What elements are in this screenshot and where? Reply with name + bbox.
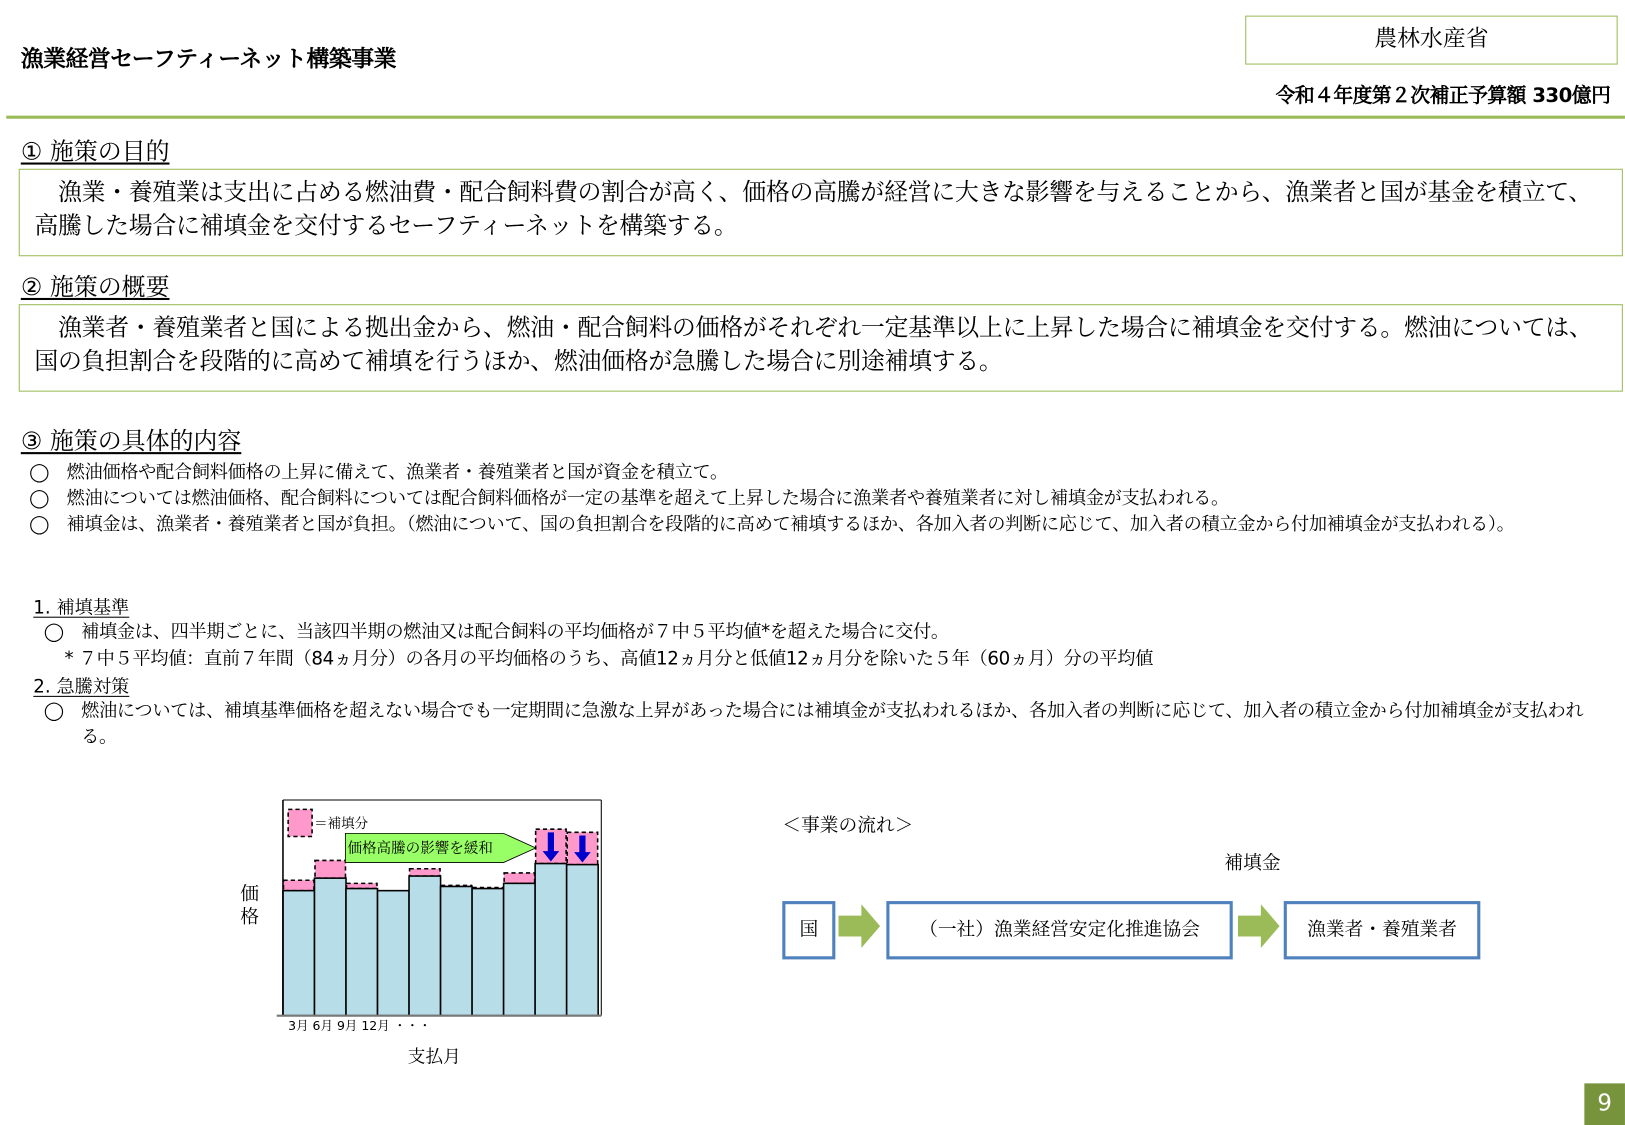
- chart-x-ticks: 3月 6月 9月 12月 ・・・: [288, 1018, 432, 1034]
- details-bullet: [29, 460, 1610, 486]
- bullet-mark: ◯: [43, 621, 64, 643]
- flow-arrow-icon: [838, 902, 882, 950]
- callout-label: 価格高騰の影響を緩和: [347, 840, 494, 858]
- price-bar: [409, 876, 441, 1016]
- price-bar: [346, 889, 378, 1016]
- details-bullet-list: [29, 460, 1610, 538]
- price-bar: [535, 864, 567, 1016]
- flow-money-label: 補填金: [1224, 852, 1281, 874]
- ministry-label: 農林水産省: [1245, 16, 1617, 65]
- legend-label: ＝補填分: [314, 816, 369, 833]
- compensation-bar: [283, 880, 313, 890]
- section-overview-text: 漁業者・養殖業者と国による拠出金から、燃油・配合飼料の価格がそれぞれ一定基準以上に上昇した場合に補填金を交付する。燃油については、国の負担割合を段階的に高めて補填を行うほか、燃油価格が急騰した場合に別途補填する。: [19, 304, 1623, 392]
- chart-x-label: 支払月: [407, 1046, 461, 1068]
- flow-node-association: （一社）漁業経営安定化推進協会: [886, 901, 1232, 959]
- bullet-mark: ◯: [29, 462, 50, 484]
- sub1-note: * ７中５平均値：直前７年間（84ヵ月分）の各月の平均価格のうち、高値12ヵ月分と低値12ヵ月分を除いた５年（60ヵ月）分の平均値: [64, 648, 1154, 670]
- price-bar: [314, 878, 346, 1016]
- section-purpose-heading: ① 施策の目的: [20, 138, 170, 166]
- sub2-bullet: [44, 699, 1604, 751]
- flow-node-country: 国: [782, 901, 835, 959]
- flow-node-fishers: 漁業者・養殖業者: [1284, 901, 1481, 959]
- price-bar: [283, 891, 315, 1016]
- compensation-bar: [410, 869, 440, 876]
- section-purpose-text: 漁業・養殖業は支出に占める燃油費・配合飼料費の割合が高く、価格の高騰が経営に大きな影響を与えることから、漁業者と国が基金を積立て、高騰した場合に補填金を交付するセーフティーネットを構築する。: [19, 169, 1623, 257]
- sub1-bullet-text: 補填金は、四半期ごとに、当該四半期の燃油又は配合飼料の平均価格が７中５平均値*を超えた場合に交付。: [81, 621, 949, 643]
- details-bullet: [29, 486, 1610, 512]
- price-bar: [472, 889, 504, 1016]
- price-bar: [378, 891, 410, 1016]
- compensation-bar: [504, 873, 534, 883]
- compensation-chart: [273, 792, 616, 1026]
- bullet-text: 補填金は、漁業者・養殖業者と国が負担。（燃油について、国の負担割合を段階的に高めて補填するほか、各加入者の判断に応じて、加入者の積立金から付加補填金が支払われる）。: [66, 514, 1515, 536]
- sub2-bullet-text: 燃油については、補填基準価格を超えない場合でも一定期間に急激な上昇があった場合には補填金が支払われるほか、各加入者の判断に応じて、加入者の積立金から付加補填金が支払われる。: [81, 701, 1584, 748]
- flow-title: ＜事業の流れ＞: [782, 814, 914, 837]
- bullet-text: 燃油については燃油価格、配合飼料については配合飼料価格が一定の基準を超えて上昇した場合に漁業者や養殖業者に対し補填金が支払われる。: [66, 488, 1229, 510]
- price-bar: [504, 883, 536, 1015]
- bullet-text: 燃油価格や配合飼料価格の上昇に備えて、漁業者・養殖業者と国が資金を積立て。: [66, 462, 728, 484]
- compensation-bar: [315, 860, 345, 878]
- bullet-mark: ◯: [29, 514, 50, 536]
- legend-swatch: [288, 809, 312, 836]
- sub2-heading: 2. 急騰対策: [33, 677, 130, 698]
- sub1-bullet: [44, 620, 949, 646]
- flow-arrow-icon: [1238, 902, 1282, 950]
- sub1-heading: 1. 補填基準: [33, 597, 130, 619]
- chart-y-label: 価格: [240, 883, 260, 929]
- section-overview-heading: ② 施策の概要: [20, 273, 170, 302]
- details-bullet: [29, 513, 1610, 539]
- section-details-heading: ③ 施策の具体的内容: [20, 428, 242, 456]
- bullet-mark: ◯: [29, 488, 50, 510]
- price-bar: [567, 865, 599, 1016]
- header-divider: [6, 116, 1625, 119]
- page-title: 漁業経営セーフティーネット構築事業: [20, 46, 397, 73]
- budget-amount: 令和４年度第２次補正予算額 330億円: [1275, 84, 1611, 108]
- page-number: 9: [1584, 1083, 1625, 1125]
- price-bar: [441, 886, 473, 1015]
- bullet-mark: ◯: [43, 701, 64, 722]
